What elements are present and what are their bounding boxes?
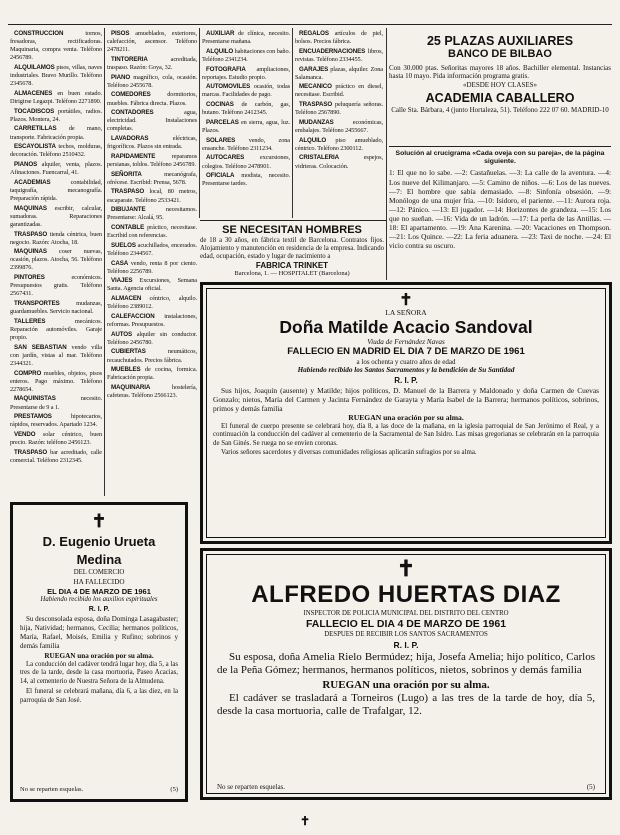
classified-ad-heading: SUELOS: [111, 241, 136, 249]
classified-ad: [10, 370, 102, 394]
classified-ad: [10, 431, 102, 447]
classified-ad-text: agua, electricidad. Instalaciones completas.: [107, 109, 197, 133]
necesitan-body: de 18 a 30 años, en fábrica textil de Barcelona. Contratos fijos. Alojamiento y manutención en residencia de la empresa. Indicando edad, ocupación, estado y lugar de nacimiento a: [200, 237, 384, 261]
deceased-name: D. Eugenio Urueta Medina: [42, 534, 156, 567]
classified-ad: [107, 206, 197, 222]
obituary-urueta-content: [20, 511, 178, 793]
classified-ad: [10, 64, 102, 88]
classified-ad-text: habitaciones con baño. Teléfono 2341234.: [202, 47, 290, 63]
classified-ad-text: necesito. Presentarse de 9 a 1.: [10, 395, 102, 411]
classified-ad-text: ocasión, todas marcas. Facilidades de pago.: [202, 83, 290, 99]
classified-ad-text: ampliaciones, reportajes. Estudio propio.: [202, 65, 290, 81]
crossword-heading: Solución al crucigrama «Cada oveja con su pareja», de la página siguiente.: [395, 150, 605, 166]
classified-ad: [107, 295, 197, 311]
classified-ad-heading: MUDANZAS: [299, 118, 334, 126]
sacraments-line: Habiendo recibido los auxilios espirituales: [40, 596, 158, 603]
classified-ad-heading: CASA: [111, 259, 129, 267]
classified-ad-text: práctico en diesel, necesitase. Escribid.: [295, 83, 383, 99]
plazas-title: 25 PLAZAS AUXILIARES: [426, 34, 574, 48]
classified-ad-text: hostelería, cafeteras. Teléfono 2566123.: [107, 384, 197, 400]
classified-ad-heading: SOLARES: [206, 136, 236, 144]
classifieds-column-1: [10, 30, 102, 493]
necesitan-company: FABRICA TRINKET: [255, 261, 329, 271]
classified-ad-heading: AUXILIAR: [206, 30, 235, 37]
classified-ad: [10, 344, 102, 368]
classified-ad: [10, 30, 102, 62]
classified-ad: [107, 188, 197, 204]
classified-ad-text: magnífico, cola, ocasión. Teléfono 2455678.: [107, 73, 197, 89]
footer-cross-icon: ✝: [300, 814, 311, 828]
classified-ad-text: mecanógrafa, ofrécese. Escribid: Prensa, 5678.: [107, 170, 197, 186]
classified-ad-heading: CONSTRUCCION: [14, 30, 64, 37]
classified-ad: [10, 143, 102, 159]
classified-ad: [107, 366, 197, 382]
classified-ad: [295, 101, 383, 117]
plazas-bank: BANCO DE BILBAO: [448, 48, 552, 60]
classifieds-column-3: [202, 30, 290, 216]
crossword-body: 1: El que no lo sabe. —2: Castañuelas. —3: La calle de la aventura. —4: Los nueve del Kilimanjaro. —5: Camino de niños. —6: Los de las nueves. —7: El hombre que sabía demasiado. —8: Sinfonía obsesión. —9: Monólogo de una mujer fría. —10: Isidoro, el pariente. —11: Aurora roja. —12: Pánico. —13: El jugador. —14: Horizontes de grandeza. —15: Los que no sueñan. —16: Vida de un ladrón. —17: La perla de las Antillas. —18: El apartamento. —19: Ana Karenina. —20: Vacaciones en Thompson. —21: Los Quince. —22: La feria aduanera. —23: Taxi de noche. —24: El vicio contra su oscuro.: [389, 168, 611, 251]
notice-text: No se reparten esquelas.: [20, 786, 84, 793]
classified-ad: [107, 109, 197, 133]
classified-ad-text: portátiles, radios. Plazos. Montera, 24.: [10, 107, 102, 123]
classified-ad: [107, 260, 197, 276]
classified-ad: [295, 137, 383, 153]
ad-divider: [389, 146, 611, 147]
classified-ad: [202, 137, 290, 153]
academy-name: ACADEMIA CABALLERO: [425, 91, 575, 106]
title-line: INSPECTOR DE POLICIA MUNICIPAL DEL DISTRITO DEL CENTRO: [303, 610, 509, 617]
death-line: FALLECIO EN MADRID EL DIA 7 DE MARZO DE 1961: [287, 346, 525, 358]
classified-ad: [107, 135, 197, 151]
classified-ad-text: reparamos persianas, toldos. Teléfono 2456789.: [107, 152, 197, 168]
classified-ad-heading: PRESTAMOS: [14, 413, 52, 421]
classified-ad: [10, 108, 102, 124]
classified-ad-heading: MAQUINARIA: [111, 384, 151, 392]
classified-ad-text: modista, necesito. Presentarse tardes.: [202, 172, 290, 188]
deceased-name: ALFREDO HUERTAS DIAZ: [251, 581, 561, 608]
classified-ad-text: económicas, embalajes. Teléfono 2455667.: [295, 118, 383, 134]
classified-ad-heading: TINTORERIA: [111, 55, 148, 63]
classified-ad-text: tienda céntrica, buen negocio. Razón: Atocha, 18.: [10, 230, 102, 246]
classified-ad-heading: OFICIALA: [206, 172, 235, 180]
classified-ad-heading: ESCAYOLISTA: [14, 143, 56, 151]
crossword-solution: [389, 150, 611, 278]
obituary-acacio-content: [213, 291, 599, 535]
family-text: Su desconsolada esposa, doña Dominga Lasagabaster; hija, Natividad; hermanos, Cecilia; hermanos políticos, María, Rafael, Moisés, Emilia y Rufino; sobrinos y demás familia: [20, 615, 178, 650]
classified-ad-text: mecánicos. Reparación automóviles. Garaje propio.: [10, 317, 102, 341]
classified-ad-heading: TRASPASO: [299, 101, 333, 109]
ruegan-line: RUEGAN una oración por su alma.: [348, 413, 464, 423]
notice-number: (5): [170, 786, 178, 793]
classified-ad-heading: ALQUILO: [206, 47, 234, 55]
classified-ad-text: eléctricas, frigoríficos. Plazos sin entrada.: [107, 135, 197, 151]
classified-ad-text: plazas, alquiler. Zona Salamanca.: [295, 65, 383, 81]
classified-ad: [107, 91, 197, 107]
classified-ad: [10, 125, 102, 141]
classified-ad: [10, 413, 102, 429]
classified-ad-text: económicos. Presupuestos gratis. Teléfono 2567431.: [10, 274, 102, 298]
classified-ad-heading: LAVADORAS: [111, 135, 149, 143]
classified-ad-text: mudanzas, guardamuebles. Servicio nacional.: [10, 300, 102, 316]
classified-ad-heading: ALQUILAMOS: [14, 63, 55, 71]
classified-ad-heading: COMEDORES: [111, 91, 151, 99]
necesitan-title: SE NECESITAN HOMBRES: [222, 224, 362, 236]
classified-ad-text: hipotecarios, rápidos, reservados. Apartado 1234.: [10, 413, 102, 429]
column-divider: [104, 28, 105, 496]
classified-ad-heading: AUTOS: [111, 330, 133, 338]
classified-ad: [202, 48, 290, 64]
classified-ad-text: espejos, vidrieras. Colocación.: [295, 154, 383, 170]
classified-ad: [10, 231, 102, 247]
classified-ad-text: acreditada, traspaso. Razón: Goya, 32.: [107, 55, 197, 71]
classified-ad-text: tornos, fresadoras, rectificadoras. Maquinaria, compra venta. Teléfono 2456789.: [10, 30, 102, 62]
classified-ad: [295, 154, 383, 170]
classified-ad-text: contabilidad, taquigrafía, mecanografía. Preparación rápida.: [10, 178, 102, 202]
la-senora: LA SEÑORA: [385, 308, 427, 317]
ad-top-rule: [200, 220, 386, 221]
classified-ad-heading: ENCUADERNACIONES: [299, 47, 366, 55]
classified-ad-heading: TOCADISCOS: [14, 107, 55, 115]
column-divider: [292, 28, 293, 218]
occupation-line: DEL COMERCIO: [73, 569, 125, 576]
classifieds-column-2: [107, 30, 197, 493]
classified-ad-text: escribir, calcular, sumadoras. Reparaciones garantizadas.: [10, 204, 102, 228]
classified-ad-text: de mano, transporte. Fabricación propia.: [10, 125, 102, 141]
classified-ad-text: dormitorios, muebles. Fábrica directa. Plazos.: [107, 91, 197, 107]
rip: R. I. P.: [394, 376, 418, 386]
classified-ad: [107, 242, 197, 258]
classified-ad-heading: SEÑORITA: [111, 170, 142, 178]
classified-ad-text: vendo, renta 8 por ciento. Teléfono 2256789.: [107, 259, 197, 275]
classified-ad-heading: CONTABLE: [111, 224, 145, 231]
classified-ad: [107, 224, 197, 240]
rip: R. I. P.: [393, 640, 419, 650]
classified-ad: [10, 205, 102, 229]
classifieds-column-4: [295, 30, 383, 216]
classified-ad-heading: TALLERES: [14, 317, 46, 325]
classified-ad-heading: PISOS: [111, 30, 130, 37]
classified-ad: [107, 56, 197, 72]
classified-ad-heading: PIANO: [111, 73, 131, 81]
deceased-name: Doña Matilde Acacio Sandoval: [279, 317, 533, 338]
ruegan-line: RUEGAN una oración por su alma.: [44, 651, 154, 660]
classified-ad-text: pisos, villas, naves industriales. Bravo Murillo. Teléfono 2345678.: [10, 63, 102, 88]
classified-ad: [295, 30, 383, 46]
se-necesitan-ad: [200, 224, 384, 280]
classified-ad-heading: MAQUINAS: [14, 248, 47, 256]
classified-ad-heading: PIANOS: [14, 160, 38, 168]
classified-ad-text: amueblados, exteriores, calefacción, ascensor. Teléfono 2478211.: [107, 30, 197, 54]
obituary-huertas-content: [217, 557, 595, 791]
classified-ad: [10, 161, 102, 177]
classified-ad-text: vendo, zona ensanche. Teléfono 2311234.: [202, 136, 290, 152]
classified-ad-heading: CARRETILLAS: [14, 125, 57, 133]
classified-ad-text: local, 80 metros, escaparate. Teléfono 2533421.: [107, 188, 197, 204]
column-divider: [386, 28, 387, 280]
classified-ad-text: instalaciones, reformas. Presupuestos.: [107, 312, 197, 328]
obituary-acacio: [200, 282, 612, 544]
classified-ad-heading: PARCELAS: [206, 118, 239, 126]
classified-ad-heading: ACADEMIAS: [14, 178, 51, 186]
ruegan-line: RUEGAN una oración por su alma.: [322, 678, 490, 691]
classified-ad-text: alquiler, venta, plazos. Afinaciones. Fuencarral, 41.: [10, 160, 102, 177]
cross-icon: ✝: [396, 557, 416, 582]
classified-ad-heading: VENDO: [14, 431, 36, 438]
classified-ad-text: práctico, necesitase. Escribid con referencias.: [107, 224, 197, 240]
top-rule: [8, 24, 612, 25]
classified-ad-heading: TRANSPORTES: [14, 300, 60, 308]
classified-ad-text: céntrico, alquilo. Teléfono 2389012.: [107, 295, 197, 311]
classified-ad-heading: REGALOS: [299, 30, 329, 37]
classified-ad-text: libros, revistas. Teléfono 2334455.: [295, 47, 383, 63]
classified-ad: [202, 172, 290, 188]
funeral-text: El funeral se celebrará mañana, día 6, a las diez, en la parroquia de San José.: [20, 688, 178, 704]
classified-ad: [295, 83, 383, 99]
ha-fallecido: HA FALLECIDO: [73, 577, 125, 586]
classified-ad-heading: TRASPASO: [14, 230, 48, 238]
classified-ad-heading: TRASPASO: [111, 188, 145, 196]
classified-ad: [10, 449, 102, 465]
plazas-body: Con 30.000 ptas. Señoritas mayores 18 años. Bachiller elemental. Instancias hasta 10 mayo. Pida información programa gratis.: [389, 64, 611, 81]
classified-ad: [10, 395, 102, 411]
classified-ad-text: bar acreditado, calle comercial. Teléfono 2312345.: [10, 448, 102, 464]
footer-line: [20, 786, 178, 793]
funeral-text: El funeral de cuerpo presente se celebrará hoy, día 8, a las doce de la mañana, en la iglesia parroquial de San Jerónimo el Real, y a continuación la conducción del cadáver al cementerio de la Sacramental de San Isidro. Las misas gregorianas se celebrarán en la parroquia de San Ginés. Se ruega no se envíen coronas.: [213, 423, 599, 447]
classified-ad-text: de carbón, gas, butano. Teléfono 2412345.: [202, 101, 290, 117]
classified-ad: [10, 300, 102, 316]
classified-ad: [10, 318, 102, 342]
classified-ad-text: coser nuevas, ocasión, plazos. Atocha, 56. Teléfono 2399876.: [10, 248, 102, 272]
classified-ad-heading: CONTADORES: [111, 109, 154, 117]
classified-ad-heading: FOTOGRAFIA: [206, 65, 246, 73]
classified-ad: [202, 30, 290, 46]
classified-ad: [202, 154, 290, 170]
classified-ad: [10, 248, 102, 272]
column-divider: [199, 28, 200, 218]
classified-ad-heading: CUBIERTAS: [111, 348, 146, 356]
classified-ad-text: techos, molduras, decoración. Teléfono 2510432.: [10, 143, 102, 159]
classified-ad-heading: DIBUJANTE: [111, 206, 146, 214]
academy-address: Calle Sta. Bárbara, 4 (junto Hortaleza, 51). Teléfono 222 07 60. MADRID-10: [391, 106, 609, 115]
classified-ad-heading: CRISTALERIA: [299, 154, 340, 162]
transfer-text: El cadáver se trasladará a Torneiros (Lugo) a las tres de la tarde de hoy, día 5, desde la casa mortuoria, calle de Trafalgar, 12.: [217, 691, 595, 718]
classified-ad: [202, 101, 290, 117]
classified-ad-heading: GARAJES: [299, 65, 329, 73]
classified-ad-text: de clínica, necesito. Presentarse mañana.: [202, 30, 290, 46]
classified-ad-text: de cocina, formica. Fabricación propia.: [107, 366, 197, 382]
family-text: Su esposa, doña Amelia Rielo Bermúdez; hija, Josefa Amelia; hijo político, Carlos de la Peña Gómez; hermanos, hermanos políticos, nietos, sobrinos y demás familia: [217, 651, 595, 677]
classified-ad-heading: COCINAS: [206, 101, 234, 109]
classified-ad: [107, 384, 197, 400]
classified-ad-text: solar céntrico, buen precio. Razón: teléfono 2456123.: [10, 431, 102, 447]
necesitan-address: Barcelona, 1. — HOSPITALET (Barcelona): [234, 270, 350, 278]
classified-ad-text: vendo villa con jardín, vistas al mar. Teléfono 2344321.: [10, 343, 102, 367]
classified-ad-heading: RAPIDAMENTE: [111, 152, 156, 160]
classified-ad: [10, 179, 102, 203]
death-line: EL DIA 4 DE MARZO DE 1961: [47, 586, 151, 596]
classified-ad-heading: MAQUINAS: [14, 204, 47, 212]
classified-ad-heading: SAN SEBASTIAN: [14, 343, 67, 351]
classified-ad-text: en sierra, agua, luz. Plazos.: [202, 118, 290, 134]
classified-ad: [107, 153, 197, 169]
obituary-urueta: [10, 502, 188, 802]
classified-ad: [295, 119, 383, 135]
classified-ad-text: alquiler sin conductor. Teléfono 2456780.: [107, 330, 197, 346]
sacraments-line: Habiendo recibido los Santos Sacramentos y la bendición de Su Santidad: [297, 366, 515, 375]
classified-ad-text: piso amueblado, céntrico. Teléfono 2300112.: [295, 136, 383, 152]
rip: R. I. P.: [88, 606, 110, 614]
classified-ad-heading: MECANICO: [299, 83, 332, 91]
classified-ad-heading: VIAJES: [111, 277, 133, 285]
classified-ad: [107, 313, 197, 329]
classified-ad: [295, 66, 383, 82]
notice-text: No se reparten esquelas.: [217, 783, 286, 791]
classified-ad: [107, 348, 197, 364]
classified-ad-text: excursiones, colegios. Teléfono 2478901.: [202, 154, 290, 170]
classified-ad-heading: CALEFACCION: [111, 312, 155, 320]
classified-ad-heading: ALMACENES: [14, 89, 53, 97]
classified-ad-heading: ALQUILO: [299, 136, 327, 144]
notice-number: (5): [586, 783, 595, 791]
widow-line: Viuda de Fernández Navas: [367, 338, 445, 347]
classified-ad-text: Excursiones, Semana Santa. Agencia oficial.: [107, 277, 197, 293]
classified-ad-text: neumáticos, recauchutados. Precios fábrica.: [107, 348, 197, 364]
cross-icon: ✝: [91, 511, 107, 532]
classified-ad: [202, 119, 290, 135]
classified-ad: [10, 90, 102, 106]
classified-ad-heading: AUTOMOVILES: [206, 83, 251, 91]
classified-ad: [202, 66, 290, 82]
plazas-auxiliares-ad: [389, 34, 611, 144]
classified-ad-heading: COMPRO: [14, 369, 42, 377]
classified-ad: [107, 171, 197, 187]
classified-ad-heading: MUEBLES: [111, 366, 141, 374]
classified-ad-text: necesitamos. Presentarse: Alcalá, 95.: [107, 206, 197, 222]
transfer-text: La conducción del cadáver tendrá lugar hoy, día 5, a las tres de la tarde, desde la casa mortuoria, Paseo Acacias, 14, al cementerio de Nuestra Señora de la Almudena.: [20, 660, 178, 685]
classified-ad-heading: AUTOCARES: [206, 154, 245, 162]
plazas-tagline: «DESDE HOY CLASES»: [462, 80, 538, 89]
classified-ad: [10, 274, 102, 298]
obituary-huertas: [200, 548, 612, 800]
classified-ad: [107, 74, 197, 90]
classified-ad-text: acuchillados, encerados. Teléfono 2344567.: [107, 241, 197, 257]
classified-ad-heading: MAQUINISTAS: [14, 395, 56, 403]
sacraments-line: DESPUES DE RECIBIR LOS SANTOS SACRAMENTOS: [324, 631, 488, 638]
death-line: FALLECIO EL DIA 4 DE MARZO DE 1961: [305, 618, 507, 630]
classified-ad: [295, 48, 383, 64]
family-text: Sus hijos, Joaquín (ausente) y Matilde; hijos políticos, D. Manuel de la Barrera y Maldonado y doña Carmen de Cuevas Gonzalo; nietos, María del Carmen y Jacinta Fernández de Garayta y María Isabel de la Barrera; hermanos políticos, sobrinos, primos y demás familia: [213, 386, 599, 414]
age-line: a los ochenta y cuatro años de edad: [356, 358, 456, 367]
classified-ad-text: peluquería señoras. Teléfono 2567890.: [295, 101, 383, 117]
footer-line: [217, 783, 595, 791]
classified-ad-text: artículos de piel, bolsos. Precios fábrica.: [295, 30, 383, 46]
cross-icon: ✝: [399, 291, 413, 309]
classified-ad: [107, 277, 197, 293]
classified-ad-heading: PINTORES: [14, 274, 45, 282]
classified-ad-heading: ALMACEN: [111, 295, 142, 303]
classified-ad: [202, 83, 290, 99]
classified-ad: [107, 331, 197, 347]
classified-ad: [107, 30, 197, 54]
classified-ad-heading: TRASPASO: [14, 448, 48, 456]
classified-ad-text: muebles, objetos, pisos enteros. Pago máximo. Teléfono 2278654.: [10, 369, 102, 393]
notice-text: Varios señores sacerdotes y diversas comunidades religiosas aplicarán sufragios por su alma.: [221, 448, 477, 456]
classified-ad-text: en buen estado. Dirigirse Legazpi. Teléfono 2271890.: [10, 89, 102, 105]
